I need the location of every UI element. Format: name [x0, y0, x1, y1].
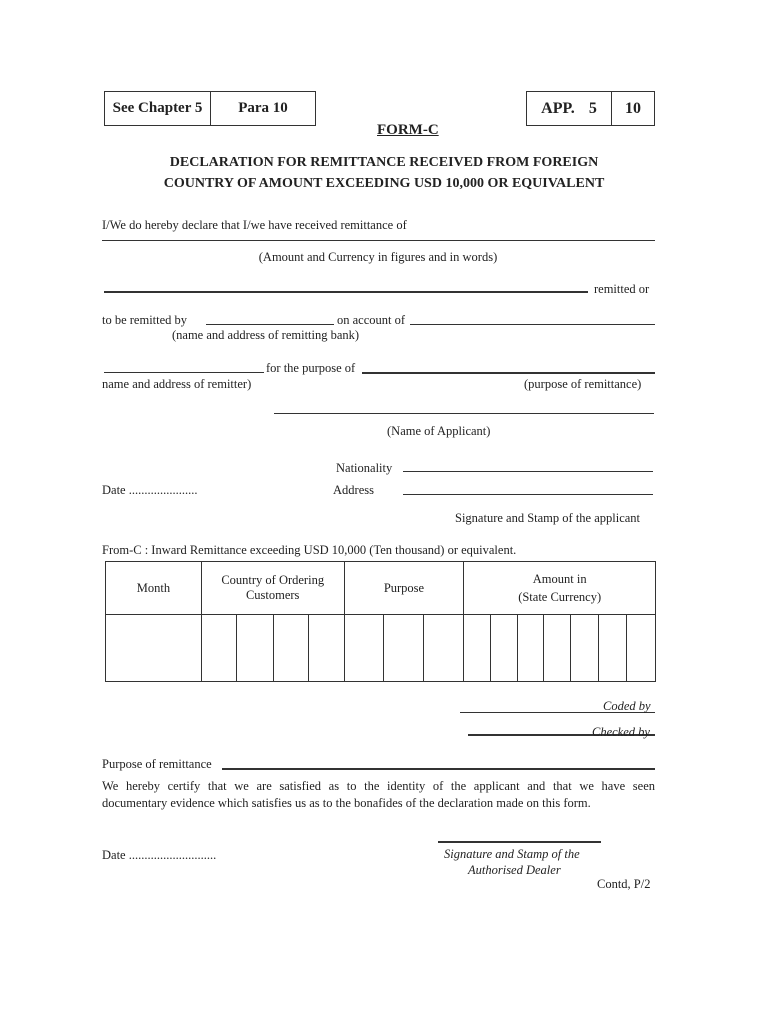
date-label: Date ......................	[102, 483, 198, 497]
address-label: Address	[333, 483, 374, 497]
applicant-signature-label: Signature and Stamp of the applicant	[455, 511, 641, 525]
remittance-table	[105, 561, 656, 682]
amount-cell[interactable]	[491, 615, 518, 682]
app-label: APP.	[541, 99, 575, 117]
amount-words-line[interactable]	[104, 291, 588, 293]
app-ref-number-box	[611, 91, 655, 126]
see-chapter-label: See Chapter 5	[112, 100, 203, 116]
dealer-signature-label-2: Authorised Dealer	[468, 863, 561, 877]
bank-hint: (name and address of remitting bank)	[172, 328, 360, 342]
address-line[interactable]	[403, 494, 653, 495]
certify-line-1: We hereby certify that we are satisfied as to the identity of the applicant and that we have seen	[102, 779, 655, 793]
dealer-signature-line[interactable]	[438, 841, 601, 843]
applicant-hint: (Name of Applicant)	[387, 424, 491, 438]
purpose-header: Purpose	[344, 562, 464, 615]
applicant-name-line[interactable]	[274, 413, 654, 414]
purpose-of-remittance-label: Purpose of remittance	[102, 757, 212, 771]
table-row	[106, 615, 656, 682]
form-name: FORM-C	[377, 122, 439, 138]
table-caption: From-C : Inward Remittance exceeding USD 10,000 (Ten thousand) or equivalent.	[102, 543, 517, 557]
purpose-cell[interactable]	[383, 615, 424, 682]
country-cell[interactable]	[236, 615, 273, 682]
coded-by-label: Coded by	[603, 699, 651, 713]
declaration-intro: I/We do hereby declare that I/we have received remittance of	[102, 218, 407, 232]
checked-by-label: Checked by	[592, 725, 650, 739]
amount-cell[interactable]	[544, 615, 571, 682]
para-ref-box	[210, 91, 316, 126]
country-cell[interactable]	[308, 615, 344, 682]
app-ref-box	[526, 91, 612, 126]
on-account-of-label: on account of	[337, 313, 406, 327]
on-account-of-line[interactable]	[410, 324, 655, 325]
remitter-hint: name and address of remitter)	[102, 377, 252, 391]
amount-line[interactable]	[102, 240, 655, 241]
amount-cell[interactable]	[571, 615, 599, 682]
chapter-ref-box	[104, 91, 211, 126]
purpose-line[interactable]	[362, 372, 655, 374]
to-be-remitted-by-label: to be remitted by	[102, 313, 188, 327]
title-line-2: COUNTRY OF AMOUNT EXCEEDING USD 10,000 OR EQUIVALENT	[163, 176, 605, 191]
purpose-cell[interactable]	[424, 615, 464, 682]
continued-label: Contd, P/2	[597, 877, 651, 891]
remitted-or-label: remitted or	[594, 282, 650, 296]
amount-cell[interactable]	[464, 615, 491, 682]
app-ref-number: 10	[625, 99, 641, 117]
month-cell[interactable]	[106, 615, 202, 682]
remitting-bank-line[interactable]	[206, 324, 334, 325]
country-header: Country of Ordering Customers	[201, 562, 344, 615]
date-2-label: Date ............................	[102, 848, 217, 862]
purpose-hint: (purpose of remittance)	[524, 377, 642, 391]
for-purpose-of-label: for the purpose of	[266, 361, 356, 375]
country-cell[interactable]	[273, 615, 308, 682]
remitter-line[interactable]	[104, 372, 264, 373]
amount-header: Amount in (State Currency)	[464, 562, 656, 615]
purpose-of-remittance-line[interactable]	[222, 768, 655, 770]
amount-cell[interactable]	[626, 615, 655, 682]
nationality-label: Nationality	[336, 461, 393, 475]
title-line-1: DECLARATION FOR REMITTANCE RECEIVED FROM FOREIGN	[169, 155, 599, 170]
para-label: Para 10	[238, 100, 288, 116]
dealer-signature-label-1: Signature and Stamp of the	[444, 847, 580, 861]
amount-hint: (Amount and Currency in figures and in words)	[258, 250, 498, 264]
amount-cell[interactable]	[518, 615, 544, 682]
purpose-cell[interactable]	[344, 615, 383, 682]
month-header: Month	[106, 562, 202, 615]
country-cell[interactable]	[201, 615, 236, 682]
amount-cell[interactable]	[599, 615, 627, 682]
app-number: 5	[588, 99, 597, 117]
nationality-line[interactable]	[403, 471, 653, 472]
certify-line-2: documentary evidence which satisfies us as to the bonafides of the declaration made on this form.	[102, 796, 591, 810]
